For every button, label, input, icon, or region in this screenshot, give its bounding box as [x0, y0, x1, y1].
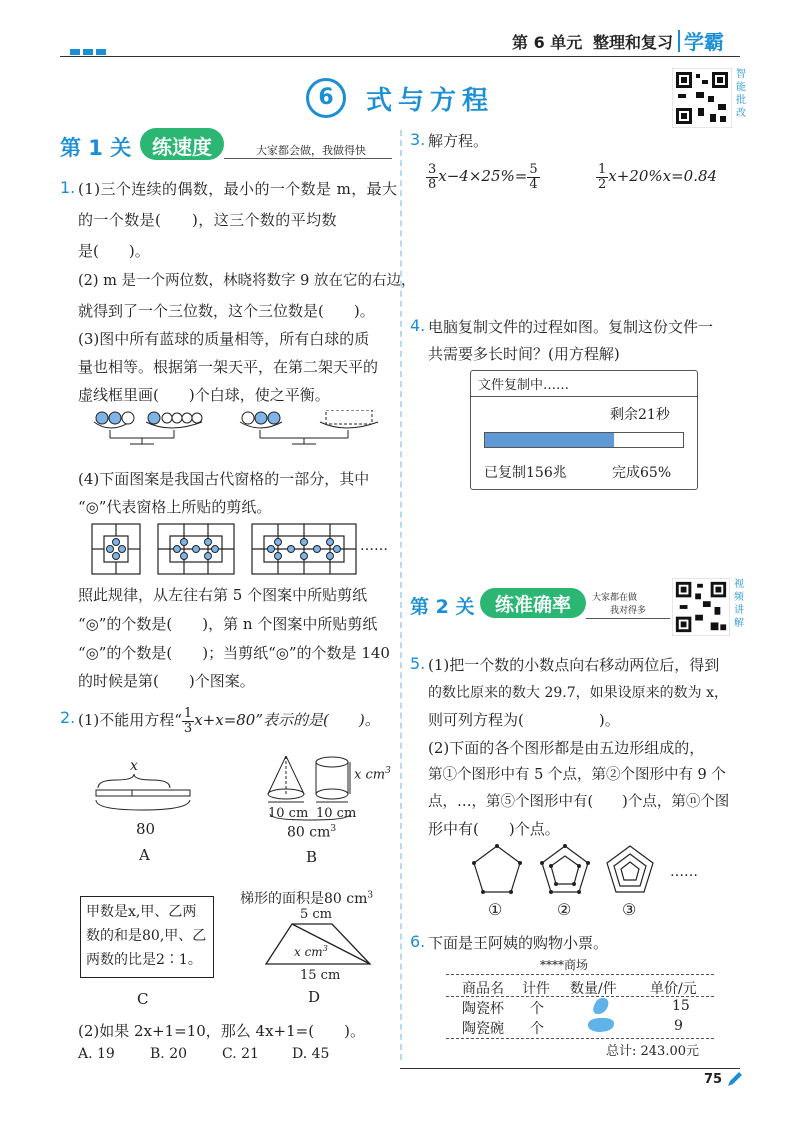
option-a-80: 80: [136, 820, 156, 838]
lattice-ellipsis: ……: [360, 538, 388, 554]
level2-slogan2: 我对得多: [610, 606, 647, 616]
option-b-choice: B. 20: [150, 1046, 188, 1062]
q1-p3-line1: (3)图中所有蓝球的质量相等，所有白球的质: [78, 330, 370, 348]
option-c-choice: C. 21: [222, 1046, 259, 1062]
option-b-x: x $cm^3$: [354, 766, 391, 783]
q3-e1-mid: x−4×25%=: [438, 167, 528, 185]
receipt-row2-unit: 个: [530, 1021, 544, 1037]
footer-rule: [400, 1068, 740, 1069]
option-a-choice: A. 19: [78, 1046, 115, 1062]
q3-title: 解方程。: [428, 132, 489, 150]
option-b-80: 80 $cm^3$: [287, 824, 337, 841]
option-c-line2: 数的和是80,甲、乙: [86, 928, 207, 944]
q4-line1: 电脑复制文件的过程如图。复制这份文件一: [428, 318, 714, 336]
q1-p2-line2: 就得到了一个三位数，这个三位数是( )。: [78, 302, 375, 320]
q1-p1-line3: 是( )。: [78, 242, 150, 260]
copy-progress-fill: [485, 433, 614, 447]
option-d-choice: D. 45: [292, 1046, 330, 1062]
q4-line2: 共需要多长时间？(用方程解): [428, 345, 620, 363]
q1-p4-line3: 照此规律，从左往右第 5 个图案中所贴剪纸: [78, 586, 368, 604]
q3-equation1: [426, 156, 540, 196]
balance-scales-figure: [90, 410, 390, 450]
receipt-row2-name: 陶瓷碗: [462, 1021, 504, 1037]
q1-p3-line2: 量也相等。根据第一架天平，在第二架天平的: [78, 358, 379, 376]
q1-p4-line6: 的时候是第( )个图案。: [78, 672, 255, 690]
chapter-number: 6: [318, 85, 334, 110]
q1-p1-line2: 的一个数是( )，这三个数的平均数: [78, 211, 337, 229]
option-c-line1: 甲数是x,甲、乙两: [86, 904, 197, 920]
level1-slogan: 大家都会做，我做得快: [256, 144, 366, 157]
q5-p2-line1: (2)下面的各个图形都是由五边形组成的，: [428, 739, 705, 757]
qr-label-grade: 智能批改: [736, 69, 746, 119]
receipt-row1-price: 15: [672, 998, 690, 1014]
q3-e1-frac: $\frac{3}{8}$: [428, 161, 437, 192]
option-d-label: D: [308, 988, 321, 1006]
q5-p1-line3: 则可列方程为( )。: [428, 711, 620, 729]
q2-p2: (2)如果 2x+1=10，那么 4x+1=( )。: [78, 1022, 365, 1040]
copy-copied: 已复制156兆: [484, 465, 567, 481]
level1-name: 练速度: [152, 135, 212, 159]
qr-label-video: 视频讲解: [734, 579, 744, 629]
figure-label-2: ②: [557, 900, 572, 919]
column-divider: [400, 130, 402, 1060]
copy-dialog-title: 文件复制中……: [478, 378, 570, 393]
receipt-total: 总计: 243.00元: [606, 1044, 699, 1059]
q3-number: 3.: [410, 130, 426, 149]
q5-p2-line4: 形中有( )个点。: [428, 820, 560, 838]
receipt-row1-name: 陶瓷杯: [462, 1001, 504, 1017]
copy-done: 完成65%: [612, 465, 672, 481]
q2-p1: [78, 700, 380, 740]
receipt-row1-unit: 个: [530, 1001, 544, 1017]
receipt-header-unit: 计件: [522, 981, 550, 997]
receipt-store: ****商场: [540, 958, 589, 972]
q5-p1-line1: (1)把一个数的小数点向右移动两位后，得到: [428, 656, 720, 674]
option-d-bottom: 15 cm: [300, 968, 341, 983]
q3-e2-rest: x+20%x=0.84: [608, 167, 718, 185]
copy-progress-track: [484, 432, 684, 448]
page-number: 75: [704, 1072, 723, 1087]
q1-p3-line3: 虚线框里画( )个白球，使之平衡。: [78, 386, 330, 404]
q1-p1-line1: (1)三个连续的偶数，最小的一个数是 m，最大: [78, 180, 398, 198]
q1-p4-line2: “◎”代表窗格上所贴的剪纸。: [78, 498, 272, 516]
q5-p2-line2: 第①个图形中有 5 个点，第②个图形中有 9 个: [428, 767, 726, 783]
figure-label-3: ③: [622, 900, 637, 919]
header-section: 整理和复习: [593, 33, 674, 52]
q6-title: 下面是王阿姨的购物小票。: [428, 934, 609, 952]
q1-p2-line1: (2) m 是一个两位数，林晓将数字 9 放在它的右边，: [78, 273, 416, 289]
level2-prefix: 第 2 关: [410, 596, 475, 618]
receipt-row2-price: 9: [674, 1018, 683, 1034]
option-a-label: A: [139, 846, 150, 864]
header-unit: 第 6 单元: [512, 33, 583, 52]
option-c-label: C: [137, 990, 149, 1008]
q4-number: 4.: [410, 316, 426, 335]
pentagon-pattern-figure: [470, 842, 670, 900]
header-brand: 学霸: [684, 30, 724, 54]
header-divider: [678, 30, 680, 52]
q1-number: 1.: [60, 178, 76, 197]
header-rule: [60, 56, 740, 57]
q3-equation2: [596, 156, 717, 196]
copy-remaining: 剩余21秒: [610, 407, 670, 423]
q3-e2-frac: $\frac{1}{2}$: [598, 161, 607, 192]
q2-fraction: $\frac{1}{3}$: [183, 705, 193, 736]
receipt-header-qty: 数量/件: [570, 981, 617, 997]
q2-p1-post: x+x=80”表示的是( )。: [194, 711, 380, 729]
option-a-figure: [92, 774, 196, 820]
level2-underline: [586, 618, 670, 619]
level1-underline: [224, 158, 392, 159]
q2-p1-pre: (1)不能用方程“: [78, 711, 182, 729]
option-b-10b: 10 cm: [316, 806, 357, 821]
q2-number: 2.: [60, 708, 76, 727]
receipt-header-rule: [446, 996, 714, 997]
option-d-top: 5 cm: [300, 907, 333, 922]
receipt-top-rule: [446, 974, 714, 975]
pencil-icon: [726, 1070, 744, 1088]
q5-number: 5.: [410, 654, 426, 673]
pentagon-ellipsis: ……: [670, 864, 698, 880]
window-lattice-figure: [90, 522, 400, 578]
option-b-10a: 10 cm: [268, 806, 309, 821]
level1-prefix: 第 1 关: [60, 136, 132, 160]
figure-label-1: ①: [488, 900, 503, 919]
q1-p4-line1: (4)下面图案是我国古代窗格的一部分，其中: [78, 470, 370, 488]
option-c-line3: 两数的比是2∶1。: [86, 952, 202, 968]
option-d-x: x $cm^3$: [294, 944, 328, 959]
q5-p1-line2: 的数比原来的数大 29.7，如果设原来的数为 x，: [428, 685, 728, 701]
qr-code-video-icon[interactable]: [672, 578, 730, 636]
copy-dialog-titlebar-rule: [470, 396, 698, 397]
receipt-row2-ink-blot: [588, 1018, 614, 1032]
q5-p2-line3: 点，…，第⑤个图形中有( )个点，第ⓝ个图: [428, 794, 730, 810]
level2-name: 练准确率: [494, 594, 571, 616]
qr-code-icon[interactable]: [672, 68, 732, 128]
q3-e1-rfrac: $\frac{5}{4}$: [529, 161, 538, 192]
receipt-header-price: 单价/元: [650, 981, 697, 997]
option-b-label: B: [306, 848, 318, 866]
level2-slogan1: 大家都在做: [592, 593, 638, 603]
q1-p4-line5: “◎”的个数是( )；当剪纸“◎”的个数是 140: [78, 644, 390, 662]
option-d-title: 梯形的面积是80 $cm^3$: [240, 890, 374, 907]
q1-p4-line4: “◎”的个数是( )，第 n 个图案中所贴剪纸: [78, 615, 378, 633]
receipt-header-name: 商品名: [462, 981, 504, 997]
option-a-x: x: [130, 758, 138, 774]
chapter-title: 式与方程: [366, 86, 495, 116]
q6-number: 6.: [410, 932, 426, 951]
receipt-bottom-rule: [446, 1038, 714, 1039]
receipt-row1-ink-blot: [591, 998, 611, 1014]
